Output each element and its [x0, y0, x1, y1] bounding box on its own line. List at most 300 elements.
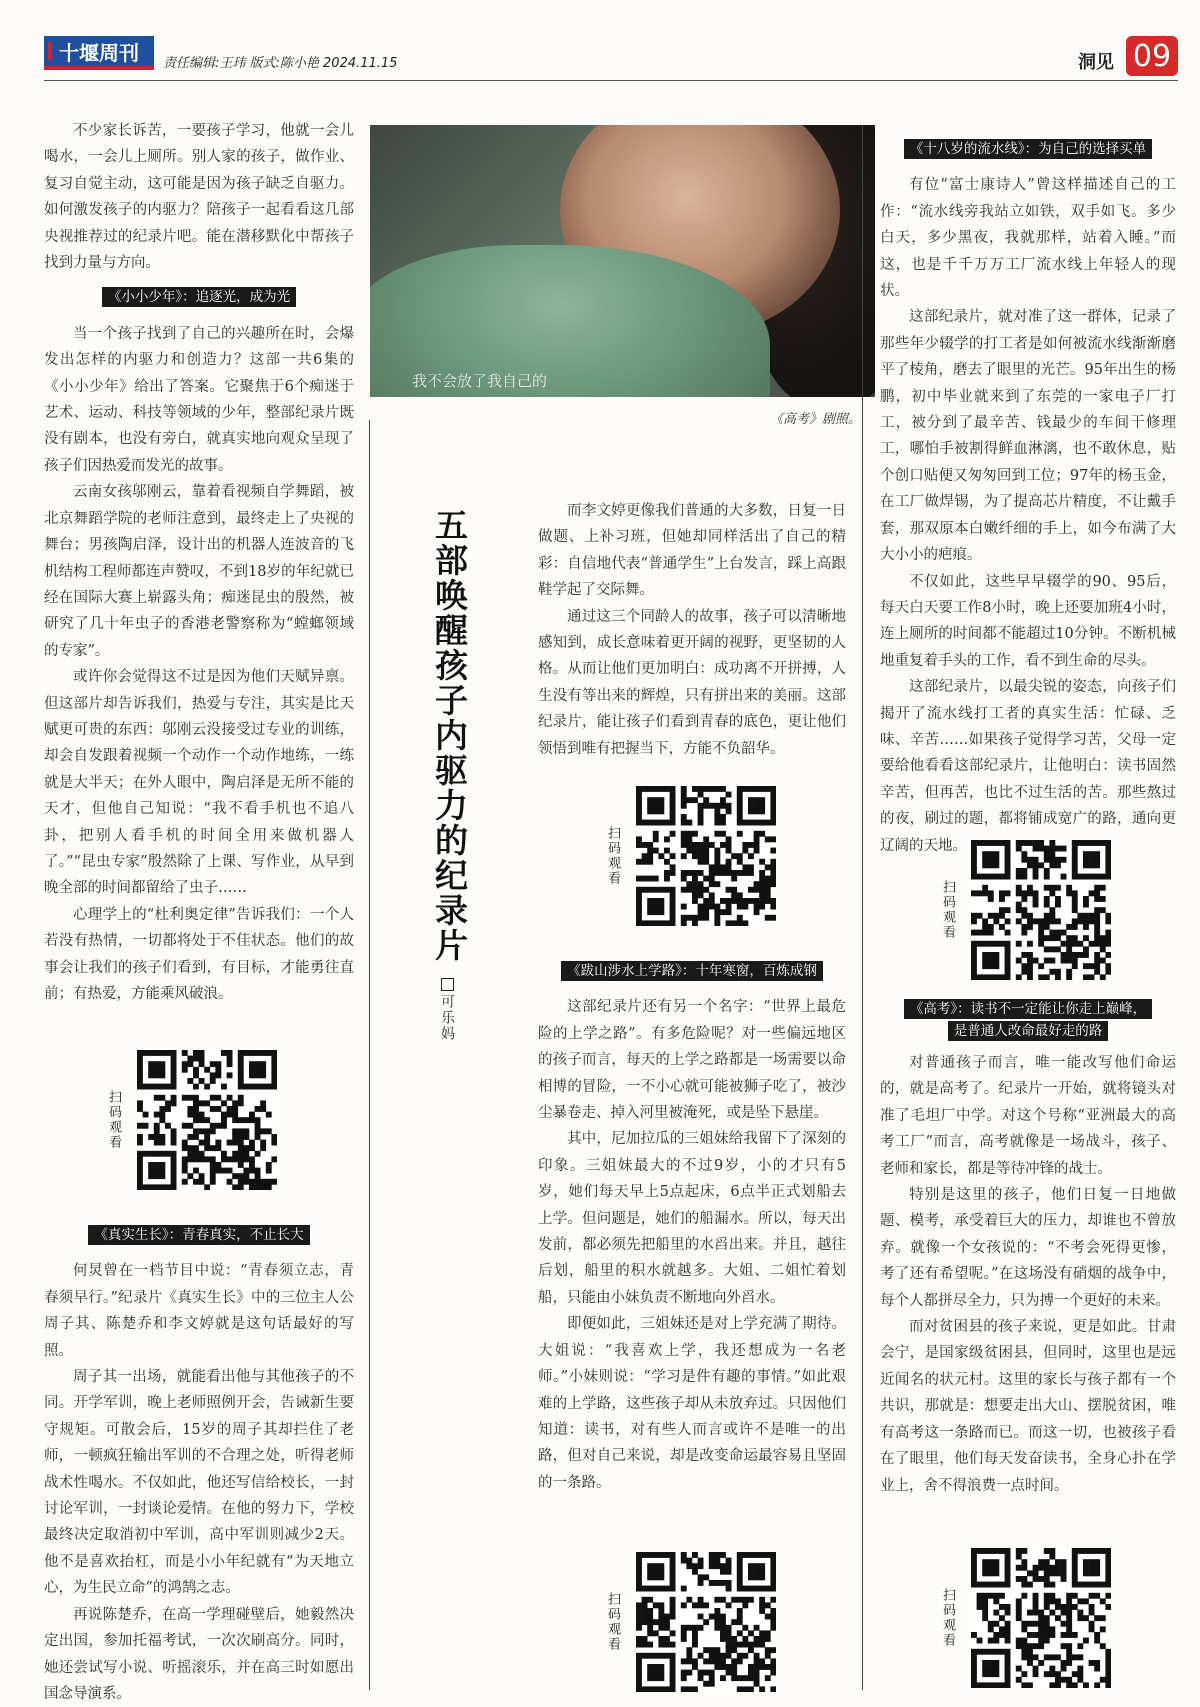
qr-module: [1066, 924, 1072, 930]
qr-module: [1044, 868, 1050, 874]
qr-module: [1027, 958, 1033, 964]
qr-code[interactable]: [636, 1552, 776, 1692]
qr-module: [1061, 1666, 1067, 1672]
qr-module: [748, 797, 754, 803]
qr-module: [971, 857, 977, 863]
qr-module: [1016, 1565, 1022, 1571]
qr-module: [977, 1604, 983, 1610]
qr-code[interactable]: [971, 840, 1111, 980]
qr-module: [636, 786, 642, 792]
qr-module: [193, 1067, 199, 1073]
qr-module: [238, 1173, 244, 1179]
qr-module: [1021, 890, 1027, 896]
qr-module: [703, 848, 709, 854]
qr-module: [137, 1156, 143, 1162]
qr-module: [249, 1084, 255, 1090]
qr-module: [988, 930, 994, 936]
qr-module: [754, 1552, 760, 1558]
qr-module: [759, 1563, 765, 1569]
qr-module: [243, 1156, 249, 1162]
qr-module: [999, 1593, 1005, 1599]
qr-module: [182, 1145, 188, 1151]
qr-module: [759, 1597, 765, 1603]
qr-module: [1027, 963, 1033, 969]
qr-module: [692, 876, 698, 882]
qr-module: [681, 1675, 687, 1681]
qr-module: [709, 1552, 715, 1558]
qr-module: [1089, 851, 1095, 857]
qr-module: [647, 1653, 653, 1659]
qr-module: [1033, 1610, 1039, 1616]
qr-module: [731, 1675, 737, 1681]
qr-module: [165, 1050, 171, 1056]
qr-module: [215, 1061, 221, 1067]
qr-module: [658, 904, 664, 910]
qr-module: [670, 1574, 676, 1580]
qr-module: [737, 1642, 743, 1648]
qr-module: [658, 1569, 664, 1575]
qr-module: [1038, 935, 1044, 941]
qr-module: [199, 1117, 205, 1123]
qr-module: [686, 842, 692, 848]
qr-module: [1021, 1626, 1027, 1632]
qr-block-1[interactable]: [104, 1050, 334, 1190]
column-2-bottom: [538, 958, 846, 1496]
qr-module: [681, 1625, 687, 1631]
qr-module: [971, 868, 977, 874]
qr-module: [726, 859, 732, 865]
column-1-top: [44, 118, 354, 1007]
qr-module: [1094, 874, 1100, 880]
qr-module: [159, 1117, 165, 1123]
qr-module: [1038, 1576, 1044, 1582]
qr-module: [1021, 1559, 1027, 1565]
qr-module: [664, 1686, 670, 1692]
qr-module: [703, 853, 709, 859]
qr-module: [1083, 902, 1089, 908]
qr-module: [1027, 969, 1033, 975]
qr-module: [199, 1061, 205, 1067]
qr-module: [754, 1658, 760, 1664]
qr-module: [154, 1168, 160, 1174]
qr-module: [271, 1056, 277, 1062]
qr-module: [1105, 918, 1111, 924]
qr-module: [714, 859, 720, 865]
qr-module: [143, 1112, 149, 1118]
qr-module: [1021, 1576, 1027, 1582]
qr-module: [759, 1552, 765, 1558]
qr-module: [737, 786, 743, 792]
qr-module: [737, 831, 743, 837]
qr-module: [742, 1602, 748, 1608]
qr-code[interactable]: [137, 1050, 277, 1190]
qr-module: [1089, 1582, 1095, 1588]
qr-module: [1044, 1565, 1050, 1571]
qr-module: [999, 874, 1005, 880]
qr-module: [1027, 1582, 1033, 1588]
qr-code[interactable]: [636, 786, 776, 926]
qr-module: [647, 909, 653, 915]
paragraph: 当一个孩子找到了自己的兴趣所在时，会爆发出怎样的内驱力和创造力？这部一共6集的《小小少年》给出了答案。它聚焦于6个痴迷于艺术、运动、科技等领域的少年，整部纪录片既没有剧本，也没有旁白，就真实地向观众呈现了孩子们因热爱而发光的故事。: [44, 325, 354, 474]
qr-module: [647, 1614, 653, 1620]
qr-module: [636, 1675, 642, 1681]
qr-module: [642, 1686, 648, 1692]
qr-module: [232, 1134, 238, 1140]
qr-module: [977, 1682, 983, 1688]
qr-module: [993, 1660, 999, 1666]
qr-module: [215, 1067, 221, 1073]
qr-module: [971, 1671, 977, 1677]
qr-module: [726, 904, 732, 910]
qr-module: [709, 842, 715, 848]
paragraph: 这部纪录片还有另一个名字：“世界上最危险的上学之路”。有多危险呢？对一些偏远地区的孩子而言，每天的上学之路都是一场需要以命相博的冒险，一不小心就可能被狮子吃了，被沙尘暴卷走、掉入河里被淹死，或是坠下悬崖。: [538, 999, 846, 1122]
qr-module: [999, 1626, 1005, 1632]
qr-module: [1005, 1604, 1011, 1610]
qr-module: [193, 1084, 199, 1090]
qr-module: [215, 1095, 221, 1101]
qr-module: [1083, 913, 1089, 919]
qr-module: [726, 898, 732, 904]
qr-module: [765, 1647, 771, 1653]
qr-module: [1061, 1565, 1067, 1571]
qr-module: [1066, 1654, 1072, 1660]
qr-module: [759, 904, 765, 910]
qr-module: [1072, 868, 1078, 874]
qr-module: [1021, 857, 1027, 863]
qr-module: [199, 1173, 205, 1179]
qr-module: [1055, 935, 1061, 941]
qr-module: [249, 1145, 255, 1151]
qr-module: [266, 1162, 272, 1168]
qr-module: [238, 1162, 244, 1168]
qr-module: [982, 1682, 988, 1688]
qr-module: [137, 1084, 143, 1090]
qr-module: [1083, 1570, 1089, 1576]
qr-module: [199, 1179, 205, 1185]
qr-module: [636, 792, 642, 798]
qr-module: [1038, 930, 1044, 936]
qr-module: [1055, 857, 1061, 863]
qr-module: [647, 920, 653, 926]
qr-module: [971, 963, 977, 969]
qr-module: [171, 1179, 177, 1185]
qr-module: [971, 1565, 977, 1571]
qr-module: [199, 1128, 205, 1134]
qr-module: [1072, 935, 1078, 941]
qr-module: [999, 1604, 1005, 1610]
qr-module: [754, 881, 760, 887]
qr-module: [1105, 952, 1111, 958]
qr-module: [182, 1162, 188, 1168]
qr-code[interactable]: [971, 1548, 1111, 1688]
qr-module: [1021, 1643, 1027, 1649]
qr-module: [988, 862, 994, 868]
qr-module: [1077, 1582, 1083, 1588]
qr-block-3[interactable]: [603, 1552, 833, 1692]
qr-module: [1066, 1632, 1072, 1638]
qr-module: [232, 1173, 238, 1179]
qr-module: [1089, 890, 1095, 896]
qr-module: [982, 1604, 988, 1610]
qr-module: [971, 851, 977, 857]
qr-module: [1038, 974, 1044, 980]
qr-module: [1027, 974, 1033, 980]
qr-module: [714, 786, 720, 792]
qr-module: [1016, 885, 1022, 891]
qr-module: [642, 1614, 648, 1620]
qr-module: [658, 1636, 664, 1642]
column-divider: [369, 420, 370, 1690]
qr-module: [159, 1095, 165, 1101]
qr-module: [698, 1580, 704, 1586]
qr-module: [1021, 1621, 1027, 1627]
qr-module: [692, 1563, 698, 1569]
qr-module: [686, 870, 692, 876]
qr-module: [1105, 1582, 1111, 1588]
qr-module: [1055, 1559, 1061, 1565]
qr-module: [726, 842, 732, 848]
qr-module: [647, 1574, 653, 1580]
qr-module: [636, 1574, 642, 1580]
qr-module: [199, 1151, 205, 1157]
qr-module: [765, 892, 771, 898]
qr-module: [238, 1179, 244, 1185]
qr-module: [636, 797, 642, 803]
qr-module: [670, 870, 676, 876]
qr-module: [148, 1050, 154, 1056]
qr-module: [714, 848, 720, 854]
qr-module: [692, 1642, 698, 1648]
qr-module: [754, 820, 760, 826]
qr-module: [148, 1084, 154, 1090]
qr-module: [988, 924, 994, 930]
qr-module: [232, 1140, 238, 1146]
qr-module: [714, 864, 720, 870]
byline-box-icon: [441, 978, 454, 991]
qr-module: [1083, 874, 1089, 880]
qr-module: [1016, 846, 1022, 852]
qr-module: [148, 1061, 154, 1067]
qr-module: [692, 1569, 698, 1575]
qr-module: [742, 786, 748, 792]
qr-module: [999, 907, 1005, 913]
qr-module: [670, 892, 676, 898]
qr-module: [1044, 885, 1050, 891]
qr-module: [692, 881, 698, 887]
qr-module: [770, 1670, 776, 1676]
qr-module: [759, 881, 765, 887]
qr-module: [1021, 896, 1027, 902]
qr-module: [271, 1179, 277, 1185]
qr-module: [658, 797, 664, 803]
qr-module: [148, 1072, 154, 1078]
qr-module: [703, 887, 709, 893]
qr-module: [647, 820, 653, 826]
qr-module: [720, 814, 726, 820]
qr-module: [238, 1117, 244, 1123]
qr-module: [249, 1184, 255, 1190]
qr-module: [726, 1625, 732, 1631]
qr-module: [204, 1140, 210, 1146]
qr-label: 扫码观看: [106, 1090, 121, 1150]
qr-module: [1021, 913, 1027, 919]
qr-module: [681, 1630, 687, 1636]
qr-module: [754, 1636, 760, 1642]
qr-module: [686, 887, 692, 893]
qr-module: [982, 958, 988, 964]
qr-module: [658, 1670, 664, 1676]
qr-module: [1105, 1593, 1111, 1599]
qr-module: [1038, 1643, 1044, 1649]
qr-module: [1083, 1615, 1089, 1621]
qr-module: [737, 814, 743, 820]
qr-module: [709, 1614, 715, 1620]
qr-module: [1061, 1677, 1067, 1683]
qr-module: [636, 808, 642, 814]
qr-module: [709, 876, 715, 882]
qr-module: [759, 870, 765, 876]
qr-module: [993, 1548, 999, 1554]
qr-module: [148, 1173, 154, 1179]
qr-module: [1094, 1638, 1100, 1644]
qr-module: [1105, 963, 1111, 969]
qr-block-5[interactable]: [938, 1548, 1168, 1688]
qr-module: [653, 1602, 659, 1608]
qr-module: [636, 1664, 642, 1670]
publication-masthead: [44, 36, 154, 70]
qr-module: [238, 1061, 244, 1067]
qr-module: [1061, 1632, 1067, 1638]
qr-module: [726, 1558, 732, 1564]
qr-module: [137, 1140, 143, 1146]
qr-module: [193, 1134, 199, 1140]
qr-module: [1100, 1615, 1106, 1621]
qr-module: [271, 1078, 277, 1084]
qr-module: [658, 898, 664, 904]
qr-module: [1005, 1671, 1011, 1677]
qr-module: [720, 1563, 726, 1569]
qr-module: [720, 786, 726, 792]
qr-module: [182, 1095, 188, 1101]
qr-module: [670, 1602, 676, 1608]
qr-module: [1005, 1610, 1011, 1616]
qr-module: [714, 909, 720, 915]
qr-module: [971, 862, 977, 868]
qr-module: [1038, 1610, 1044, 1616]
qr-module: [249, 1168, 255, 1174]
qr-module: [232, 1184, 238, 1190]
qr-module: [1083, 1548, 1089, 1554]
qr-module: [1055, 846, 1061, 852]
qr-module: [714, 870, 720, 876]
qr-module: [765, 1586, 771, 1592]
qr-module: [982, 1598, 988, 1604]
qr-module: [165, 1084, 171, 1090]
qr-module: [742, 920, 748, 926]
qr-module: [1100, 885, 1106, 891]
qr-module: [1072, 958, 1078, 964]
qr-module: [1027, 1682, 1033, 1688]
qr-module: [1094, 918, 1100, 924]
qr-module: [1077, 1671, 1083, 1677]
qr-module: [988, 1570, 994, 1576]
qr-module: [686, 1558, 692, 1564]
qr-module: [993, 1621, 999, 1627]
qr-module: [1094, 1632, 1100, 1638]
qr-module: [1089, 857, 1095, 863]
qr-module: [681, 1686, 687, 1692]
qr-module: [686, 881, 692, 887]
qr-module: [759, 797, 765, 803]
qr-module: [759, 876, 765, 882]
qr-module: [993, 862, 999, 868]
qr-module: [171, 1140, 177, 1146]
qr-module: [765, 1636, 771, 1642]
qr-module: [714, 1658, 720, 1664]
paragraph: 其中，尼加拉瓜的三姐妹给我留下了深刻的印象。三姐妹最大的不过9岁，小的才只有5岁，她们每天早上5点起床，6点半正式划船去上学。但问题是，她们的船漏水。所以，每天出发前，都必须先把船里的水舀出来。并且，越往后划，船里的积水就越多。大姐、二姐忙着划船，只能由小妹负责不断地向外舀水。: [538, 1131, 846, 1306]
qr-module: [754, 887, 760, 893]
qr-module: [193, 1117, 199, 1123]
qr-block-2[interactable]: [603, 786, 833, 926]
qr-module: [709, 904, 715, 910]
qr-module: [1038, 1632, 1044, 1638]
qr-module: [159, 1084, 165, 1090]
qr-module: [770, 1608, 776, 1614]
qr-module: [1066, 935, 1072, 941]
qr-module: [1038, 862, 1044, 868]
qr-module: [982, 1570, 988, 1576]
qr-module: [1033, 1643, 1039, 1649]
qr-block-4[interactable]: [938, 840, 1168, 980]
qr-module: [227, 1156, 233, 1162]
qr-module: [982, 974, 988, 980]
qr-module: [1005, 1576, 1011, 1582]
qr-module: [670, 1670, 676, 1676]
qr-module: [977, 1582, 983, 1588]
qr-module: [1044, 1570, 1050, 1576]
qr-module: [742, 1625, 748, 1631]
qr-module: [720, 1675, 726, 1681]
qr-module: [642, 853, 648, 859]
qr-module: [681, 1552, 687, 1558]
qr-module: [1077, 1610, 1083, 1616]
qr-module: [653, 1619, 659, 1625]
qr-module: [1061, 930, 1067, 936]
qr-module: [765, 836, 771, 842]
qr-module: [642, 887, 648, 893]
qr-module: [1077, 840, 1083, 846]
qr-module: [664, 876, 670, 882]
qr-module: [714, 1580, 720, 1586]
qr-module: [999, 941, 1005, 947]
qr-module: [988, 1649, 994, 1655]
qr-module: [759, 1608, 765, 1614]
qr-module: [1066, 958, 1072, 964]
qr-module: [227, 1179, 233, 1185]
qr-module: [982, 1671, 988, 1677]
qr-module: [238, 1134, 244, 1140]
qr-module: [260, 1084, 266, 1090]
paragraph: 这部纪录片，以最尖锐的姿态，向孩子们揭开了流水线打工者的真实生活：忙碌、乏味、辛苦……如果孩子觉得学习苦，父母一定要给他看看这部纪录片，让他明白：读书固然辛苦，但再苦，也比不过生活的苦。那些熬过的夜，刷过的题，都将铺成宽广的路，通向更辽阔的天地。: [880, 679, 1176, 854]
qr-module: [658, 1586, 664, 1592]
qr-module: [1100, 1582, 1106, 1588]
qr-module: [670, 814, 676, 820]
qr-module: [692, 786, 698, 792]
qr-module: [748, 1574, 754, 1580]
qr-module: [1016, 1604, 1022, 1610]
qr-module: [737, 1675, 743, 1681]
qr-module: [260, 1106, 266, 1112]
